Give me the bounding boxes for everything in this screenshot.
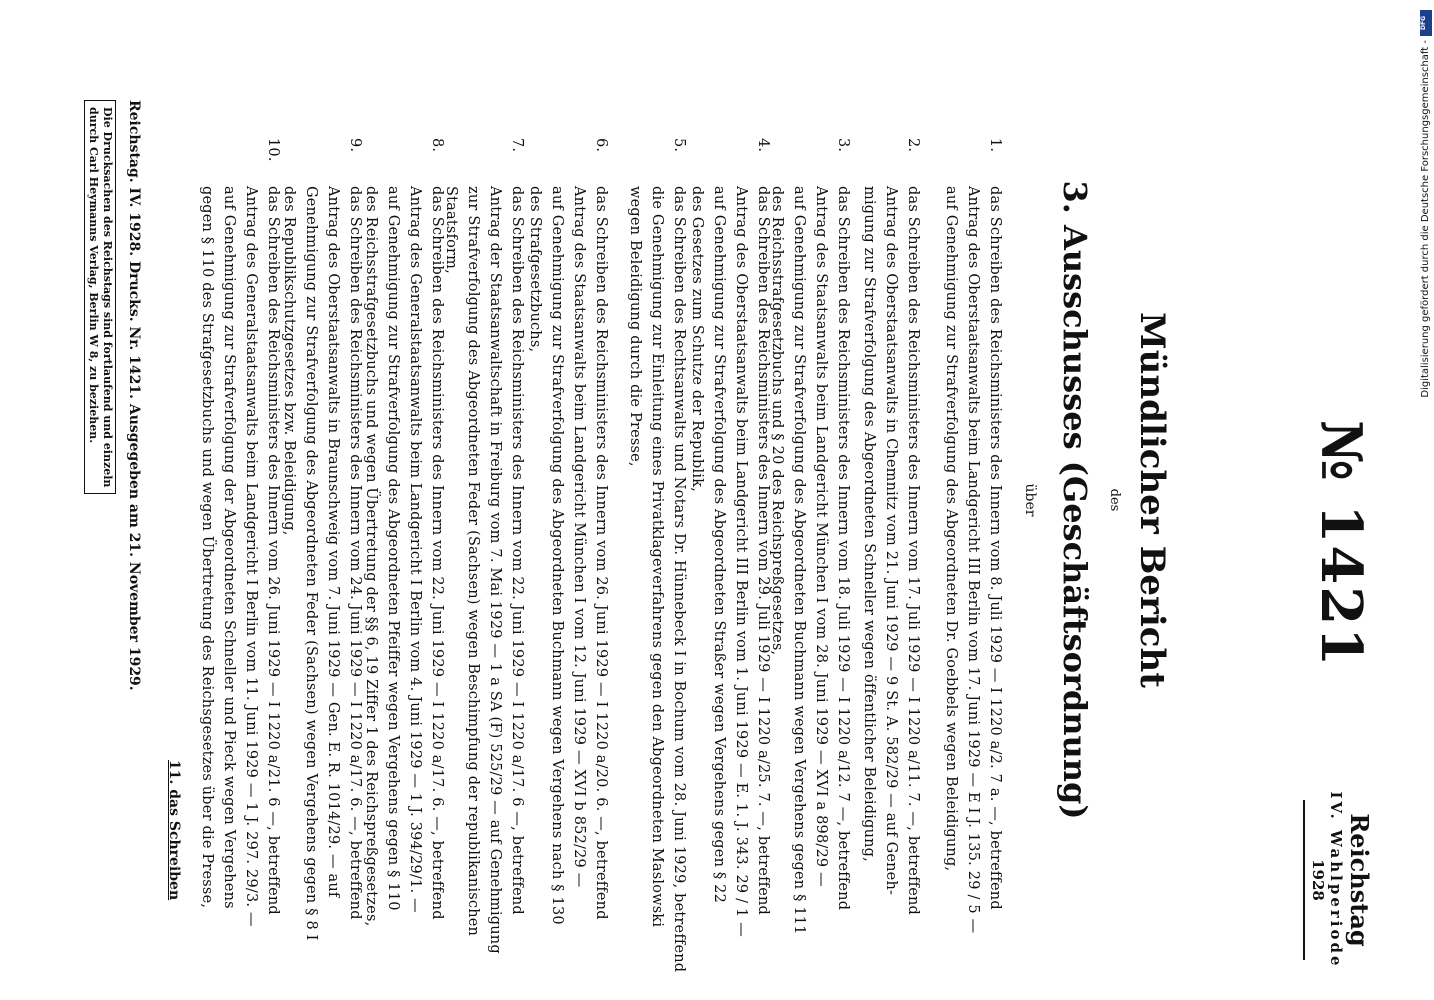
dfg-note-text: Digitalisierung gefördert durch die Deutsche Forschungsgemeinschaft - [1420,40,1431,398]
item-line: die Genehmigung zur Einleitung eines Privatklageverfahrens gegen den Abgeordneten Maslowski [649,186,665,928]
item-line: auf Genehmigung zur Strafverfolgung des Abgeordneten Pfeiffer wegen Vergehens gegen § 110 [385,186,401,911]
item-line: Antrag des Staatsanwalts beim Landgericht München I vom 12. Juni 1929 — XVI b 852/29 — [571,186,587,888]
ueber-label: über [1022,483,1038,517]
item-line: das Schreiben des Reichsministers des Innern vom 29. Juli 1929 — I 1220 a/25. 7. —, betreffend [755,186,771,916]
item-line: wegen Beleidigung durch die Presse, [627,186,643,467]
item-number: 6. [593,138,609,153]
item-line: Antrag des Generalstaatsanwalts beim Landgericht I Berlin vom 11. Juni 1929 — 1 J. 297. 29/3. — [243,186,259,927]
item-line: des Gesetzes zum Schutze der Republik, [689,186,705,492]
item-number: 4. [755,138,771,153]
item-line: das Schreiben des Reichsministers des Innern vom 17. Juli 1929 — I 1220 a/11. 7. —, betreffend [905,186,921,916]
page-title: Mündlicher Bericht [1132,312,1172,688]
item-line: das Schreiben des Rechtsanwalts und Notars Dr. Hünnebeck I in Bochum vom 28. Juni 1929, betreffend [671,186,687,973]
footer-box-line2: durch Carl Heymanns Verlag, Berlin W 8, zu beziehen. [87,107,100,444]
item-line: zur Strafverfolgung des Abgeordneten Feder (Sachsen) wegen Beschimpfung der republikanischen [465,186,481,937]
item-text [766,186,854,935]
item-text [278,186,366,941]
item-text [624,186,690,972]
item-number: 7. [509,138,525,153]
item-line: Antrag des Generalstaatsanwalts beim Landgericht I Berlin vom 4. Juni 1929 — 1 J. 394/29/1. — [407,186,423,913]
header-reichstag: Reichstag [1345,813,1374,947]
dfg-logo: DFG [1420,10,1432,36]
header-block [1303,790,1374,970]
item-line: das Schreiben des Reichsministers des Innern vom 18. Juli 1929 — I 1220 a/12. 7 —, betreffend [835,186,851,911]
item-text [360,186,448,926]
header-rule [1303,800,1305,960]
footer-box [84,100,116,494]
item-number: 2. [905,138,921,153]
dfg-side-note [1420,10,1432,990]
item-text [940,186,1006,933]
committee-title: 3. Ausschusses (Geschäftsordnung) [1056,180,1094,820]
item-text [440,186,528,954]
item-line: des Reichsstrafgesetzbuchs und § 20 des Reichspreßgesetzes, [769,186,785,656]
item-number: 9. [347,138,363,153]
item-number: 5. [671,138,687,153]
item-line: Staatsform, [443,186,459,274]
item-line: das Schreiben des Reichsministers des Innern vom 22. Juni 1929 — I 1220 a/17. 6. —, betreffend [429,186,445,920]
item-line: Antrag des Oberstaatsanwalts beim Landgericht III Berlin vom 1. Juni 1929 — E. 1. J. 343. 29 / 1 — [733,186,749,937]
item-line: Genehmigung zur Strafverfolgung des Abgeordneten Feder (Sachsen) wegen Vergehens gegen § 8 I [303,186,319,941]
item-number: 1. [987,138,1003,153]
item-line: Antrag des Oberstaatsanwalts in Chemnitz vom 21. Juni 1929 — 9 St. A. 582/29 — auf Geneh- [883,186,899,896]
item-line: das Schreiben des Reichsministers des Innern vom 22. Juni 1929 — I 1220 a/17. 6 —, betreffend [509,186,525,915]
doc-number: № 1421 [1308,420,1374,669]
item-text [858,186,924,915]
item-line: des Strafgesetzbuchs, [527,186,543,353]
item-line: Antrag der Staatsanwaltschaft in Freiburg vom 7. Mai 1929 — 1 a SA (F) 525/29 — auf Genehmigung [487,186,503,954]
des-label: des [1107,488,1122,512]
item-line: das Schreiben des Reichsministers des Innern vom 8. Juli 1929 — I 1220 a/2. 7 a. —, betreffend [987,186,1003,910]
item-number: 3. [835,138,851,153]
item-line: auf Genehmigung zur Strafverfolgung der Abgeordneten Schneller und Pieck wegen Vergehens [221,186,237,909]
item-text [524,186,612,925]
item-number: 10. [265,138,281,162]
item-line: Antrag des Staatsanwalts beim Landgericht München I vom 28. Juni 1929 — XVI a 898/29 — [813,186,829,887]
footer-box-line1: Die Drucksachen des Reichstags sind fortlaufend und einzeln [101,107,114,488]
item-text [196,186,284,927]
footer-imprint: Reichstag. IV. 1928. Drucks. Nr. 1421. Ausgegeben am 21. November 1929. [126,100,142,691]
item-line: das Schreiben des Reichsministers des Innern vom 26. Juni 1929 — I 1220 a/21. 6 —, betreffend [265,186,281,915]
item-11-label: 11. das Schreiben [166,760,182,901]
item-line: gegen § 110 des Strafgesetzbuchs und wegen Übertretung des Reichsgesetzes über die Presse, [199,186,215,909]
item-text [686,186,774,937]
item-line: auf Genehmigung zur Strafverfolgung des Abgeordneten Straßer wegen Vergehens gegen § 22 [711,186,727,904]
item-line: auf Genehmigung zur Strafverfolgung des Abgeordneten Buchmann wegen Vergehens nach § 130 [549,186,565,925]
item-line: auf Genehmigung zur Strafverfolgung des Abgeordneten Buchmann wegen Vergehens gegen § 111 [791,186,807,935]
item-line: das Schreiben des Reichsministers des Innern vom 26. Juni 1929 — I 1220 a/20. 6. —, betreffend [593,186,609,920]
item-line: auf Genehmigung zur Strafverfolgung des Abgeordneten Dr. Goebbels wegen Beleidigung, [943,186,959,872]
item-line: des Reichsstrafgesetzbuchs und wegen Übertretung der §§ 6, 19 Ziffer 1 des Reichspreßgesetzes, [363,186,379,927]
header-wahlperiode: IV. Wahlperiode [1327,791,1345,969]
item-line: das Schreiben des Reichsministers des Innern vom 24. Juni 1929 — I 1220 a/17. 6. —, betreffend [347,186,363,920]
item-line: migung zur Strafverfolgung des Abgeordneten Schneller wegen öffentlicher Beleidigung, [861,186,877,862]
item-number: 8. [429,138,445,153]
item-line: des Republikschutzgesetzes bzw. Beleidigung, [281,186,297,536]
header-year: 1928 [1309,859,1327,901]
item-line: Antrag des Oberstaatsanwalts in Braunschweig vom 7. Juni 1929 — Gen. E. R. 1014/29. — auf [325,186,341,898]
item-line: Antrag des Oberstaatsanwalts beim Landgericht III Berlin vom 17. Juni 1929 — E I J. 135. 29 / 5 — [965,186,981,934]
